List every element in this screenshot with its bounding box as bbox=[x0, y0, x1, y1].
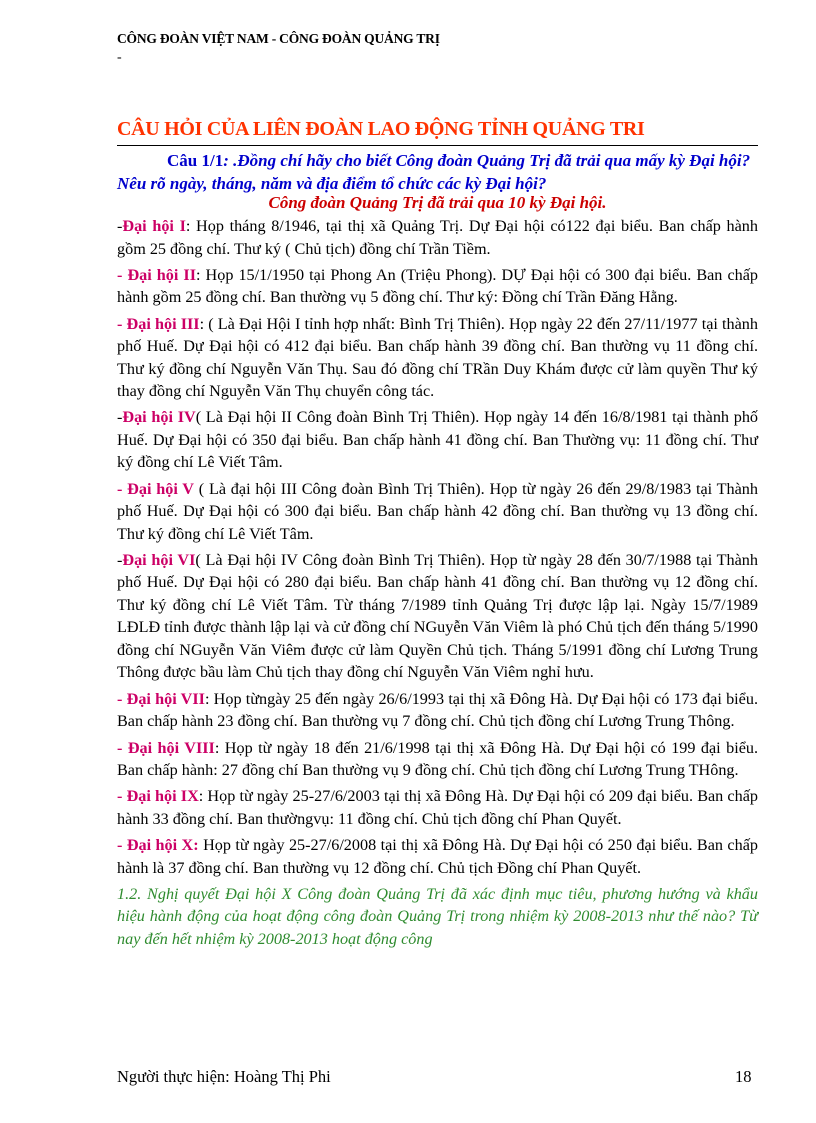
bullet-dash: - bbox=[117, 738, 128, 757]
bullet-dash: - bbox=[117, 479, 128, 498]
congress-paragraph bbox=[117, 834, 758, 879]
bullet-dash: - bbox=[117, 689, 127, 708]
document-header: CÔNG ĐOÀN VIỆT NAM - CÔNG ĐOÀN QUẢNG TRỊ bbox=[117, 31, 440, 46]
congress-paragraph bbox=[117, 737, 758, 782]
congress-label: Đại hội V bbox=[127, 479, 194, 498]
congress-text: ( Là Đại hội IV Công đoàn Bình Trị Thiên). Họp từ ngày 28 đến 30/7/1988 tại Thành phố Huế. Dự Đại hội có 280 đại biểu. Ban chấp hành 41 đồng chí. Ban thường vụ 12 đồng chí. Thư ký đồng chí Lê Viết Tâm. Từ tháng 7/1989 tỉnh Quảng Trị được lập lại. Ngày 15/7/1989 LĐLĐ tỉnh được thành lập lại và cử đồng chí NGuyễn Văn Viêm là phó Chủ tịch đến tháng 5/1990 đồng chí NGuyễn Văn Viêm được cử làm Quyền Chủ tịch. Tháng 5/1991 đồng chí Lương Trung Thông được bầu làm Chủ tịch thay đồng chí Nguyễn Văn Viêm nghỉ hưu. bbox=[117, 550, 758, 682]
bullet-dash: - bbox=[117, 836, 127, 855]
congress-paragraph bbox=[117, 313, 758, 403]
congress-label: Đại hội IV bbox=[122, 408, 196, 427]
congress-label: Đại hội VII bbox=[126, 689, 205, 708]
bullet-dash: - bbox=[117, 550, 123, 569]
congress-text: Họp từ ngày 25-27/6/2008 tại thị xã Đông Hà. Dự Đại hội có 250 đại biểu. Ban chấp hành là 37 đồng chí. Ban thường vụ 12 đồng chí. Chủ tịch Đồng chí Phan Quyết. bbox=[117, 836, 758, 877]
congress-text: : Họp 15/1/1950 tại Phong An (Triệu Phong). DỰ Đại hội có 300 đại biểu. Ban chấp hành gồm 25 đồng chí. Ban thường vụ 5 đồng chí. Thư ký: Đồng chí Trần Đăng Hằng. bbox=[117, 265, 759, 307]
congress-text: ( Là Đại hội II Công đoàn Bình Trị Thiên). Họp ngày 14 đến 16/8/1981 tại thành phố Huế. Dự Đại hội có 350 đại biểu. Ban chấp hành 41 đồng chí. Ban Thường vụ: 11 đồng chí. Thư ký đồng chí Lê Viết Tâm. bbox=[117, 408, 759, 472]
bullet-dash: - bbox=[117, 265, 128, 284]
congress-label: Đại hội VI bbox=[122, 550, 196, 569]
congress-label: Đại hội I bbox=[122, 217, 186, 235]
bullet-dash: - bbox=[117, 314, 127, 333]
page-title: CÂU HỎI CỦA LIÊN ĐOÀN LAO ĐỘNG TỈNH QUẢNG TRI bbox=[117, 118, 645, 140]
page-number: 18 bbox=[735, 1067, 752, 1086]
congress-paragraph bbox=[117, 406, 758, 474]
congress-paragraph bbox=[117, 264, 758, 309]
header-dash: - bbox=[117, 50, 122, 65]
congress-text: : Họp từ ngày 18 đến 21/6/1998 tại thị xã Đông Hà. Dự Đại hội có 199 đại biểu. Ban chấp hành: 27 đồng chí Ban thường vụ 9 đồng chí. Chủ tịch đồng chí Lương Trung THông. bbox=[117, 738, 759, 780]
congress-label: Đại hội IX bbox=[126, 787, 199, 806]
congress-label: Đại hội VIII bbox=[127, 738, 215, 757]
congress-label: Đại hội II bbox=[127, 265, 196, 284]
title-underline bbox=[117, 145, 758, 146]
congress-paragraph bbox=[117, 549, 758, 684]
congress-text: : Họp từ ngày 25-27/6/2003 tại thị xã Đông Hà. Dự Đại hội có 209 đại biểu. Ban chấp hành 33 đồng chí. Ban thườngvụ: 11 đồng chí. Chủ tịch đồng chí Phan Quyết. bbox=[117, 787, 758, 828]
congress-paragraph bbox=[117, 785, 758, 830]
congress-text: : ( Là Đại Hội I tỉnh hợp nhất: Bình Trị Thiên). Họp ngày 22 đến 27/11/1977 tại thành phố Huế. Dự Đại hội có 412 đại biểu. Ban chấp hành 39 đồng chí. Ban thường vụ 11 đồng chí. Thư ký đồng chí Nguyễn Văn Thụ. Sau đó đồng chí TRần Duy Khám được cử làm quyền Thư ký thay đồng chí Nguyễn Văn Thụ chuyển công tác. bbox=[117, 314, 758, 401]
question-text: : .Đồng chí hãy cho biết Công đoàn Quảng Trị đã trải qua mấy kỳ Đại hội? Nêu rõ ngày, tháng, năm và địa điểm tổ chức các kỳ Đại hội? bbox=[117, 151, 751, 193]
congress-text: ( Là đại hội III Công đoàn Bình Trị Thiên). Họp từ ngày 26 đến 29/8/1983 tại Thành phố Huế. Dự Đại hội có 300 đại biểu. Ban chấp hành 42 đồng chí. Ban thường vụ 13 đồng chí. Thư ký đồng chí Lê Viết Tâm. bbox=[117, 479, 758, 543]
bullet-dash: - bbox=[117, 408, 123, 427]
question-1-2: 1.2. Nghị quyết Đại hội X Công đoàn Quảng Trị đã xác định mục tiêu, phương hướng và khẩu hiệu hành động của hoạt động công đoàn Quảng Trị trong nhiệm kỳ 2008-2013 như thế nào? Từ nay đến hết nhiệm kỳ 2008-2013 hoạt động công bbox=[117, 884, 758, 948]
bullet-dash: - bbox=[117, 217, 123, 235]
question-1-1 bbox=[117, 149, 758, 195]
footer-author: Người thực hiện: Hoàng Thị Phi bbox=[117, 1067, 331, 1086]
congress-label: Đại hội III bbox=[126, 314, 200, 333]
bullet-dash: - bbox=[117, 787, 127, 806]
congress-text: : Họp tháng 8/1946, tại thị xã Quảng Trị. Dự Đại hội có122 đại biểu. Ban chấp hành gồm 25 đồng chí. Thư ký ( Chủ tịch) đồng chí Trần Tiềm. bbox=[117, 217, 758, 258]
question-label: Câu 1/1 bbox=[167, 151, 224, 170]
congress-paragraph bbox=[117, 215, 758, 260]
answer-title: Công đoàn Quảng Trị đã trải qua 10 kỳ Đại hội. bbox=[268, 193, 607, 212]
congress-label: Đại hội X: bbox=[126, 836, 199, 855]
congress-paragraph bbox=[117, 478, 758, 546]
congress-text: : Họp từngày 25 đến ngày 26/6/1993 tại thị xã Đông Hà. Dự Đại hội có 173 đại biểu. Ban chấp hành 23 đồng chí. Ban thường vụ 7 đồng chí. Chủ tịch đồng chí Lương Trung Thông. bbox=[117, 689, 758, 731]
document-body bbox=[117, 215, 758, 950]
congress-paragraph bbox=[117, 688, 758, 733]
